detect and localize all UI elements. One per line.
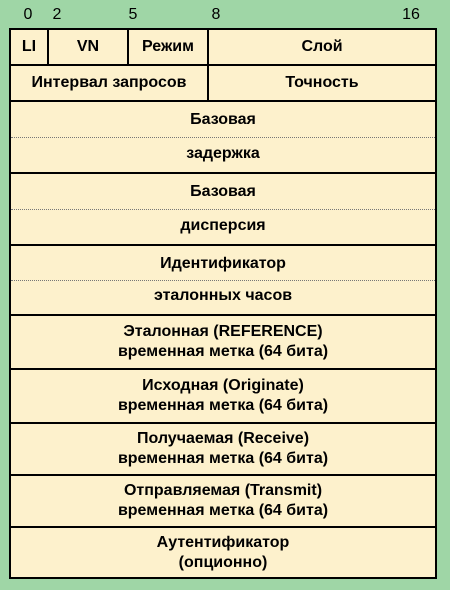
reference-timestamp-text: [11, 316, 435, 368]
bit-label-2: 2: [52, 6, 62, 23]
reference-id-line1: Идентификатор: [160, 255, 286, 272]
precision-label: Точность: [285, 74, 359, 91]
vn-field: [49, 30, 129, 64]
header-row: [11, 30, 435, 66]
originate-timestamp-text: [11, 370, 435, 422]
li-label: LI: [21, 38, 37, 55]
originate-timestamp-row: [11, 370, 435, 424]
mode-field: [129, 30, 209, 64]
root-dispersion-divider: [11, 209, 435, 210]
transmit-timestamp-line1: Отправляемая (Transmit): [123, 482, 323, 499]
transmit-timestamp-row: [11, 476, 435, 528]
root-delay-divider: [11, 137, 435, 138]
poll-precision-row: [11, 66, 435, 102]
authenticator-row: [11, 528, 435, 577]
poll-label: Интервал запросов: [31, 74, 187, 91]
bit-label-16: 16: [402, 6, 420, 23]
root-delay-line2: задержка: [186, 145, 260, 162]
root-dispersion-row: [11, 174, 435, 246]
ntp-packet-diagram: [9, 28, 437, 579]
precision-field: [209, 66, 435, 100]
authenticator-line1: Аутентификатор: [156, 533, 290, 551]
originate-timestamp-line1: Исходная (Originate): [142, 377, 304, 394]
reference-id-divider: [11, 280, 435, 281]
reference-timestamp-row: [11, 316, 435, 370]
authenticator-line2: (опционно): [178, 553, 268, 571]
transmit-timestamp-text: [11, 476, 435, 526]
root-delay-row: [11, 102, 435, 174]
bit-label-0: 0: [23, 6, 33, 23]
reference-timestamp-line2: временная метка (64 бита): [117, 343, 329, 360]
receive-timestamp-text: [11, 424, 435, 474]
stratum-field: [209, 30, 435, 64]
li-field: [11, 30, 49, 64]
bit-label-5: 5: [128, 6, 138, 23]
reference-id-row: [11, 246, 435, 316]
transmit-timestamp-line2: временная метка (64 бита): [117, 502, 329, 519]
root-delay-line1: Базовая: [190, 111, 256, 128]
originate-timestamp-line2: временная метка (64 бита): [117, 397, 329, 414]
reference-timestamp-line1: Эталонная (REFERENCE): [123, 323, 323, 340]
receive-timestamp-line1: Получаемая (Receive): [136, 430, 310, 447]
root-dispersion-line2: дисперсия: [180, 217, 266, 234]
receive-timestamp-row: [11, 424, 435, 476]
bit-label-8: 8: [211, 6, 221, 23]
reference-id-line2: эталонных часов: [153, 287, 293, 304]
receive-timestamp-line2: временная метка (64 бита): [117, 450, 329, 467]
vn-label: VN: [76, 38, 100, 55]
authenticator-text: [11, 528, 435, 577]
stratum-label: Слой: [301, 38, 343, 55]
poll-field: [11, 66, 209, 100]
root-dispersion-line1: Базовая: [190, 183, 256, 200]
mode-label: Режим: [142, 38, 194, 55]
